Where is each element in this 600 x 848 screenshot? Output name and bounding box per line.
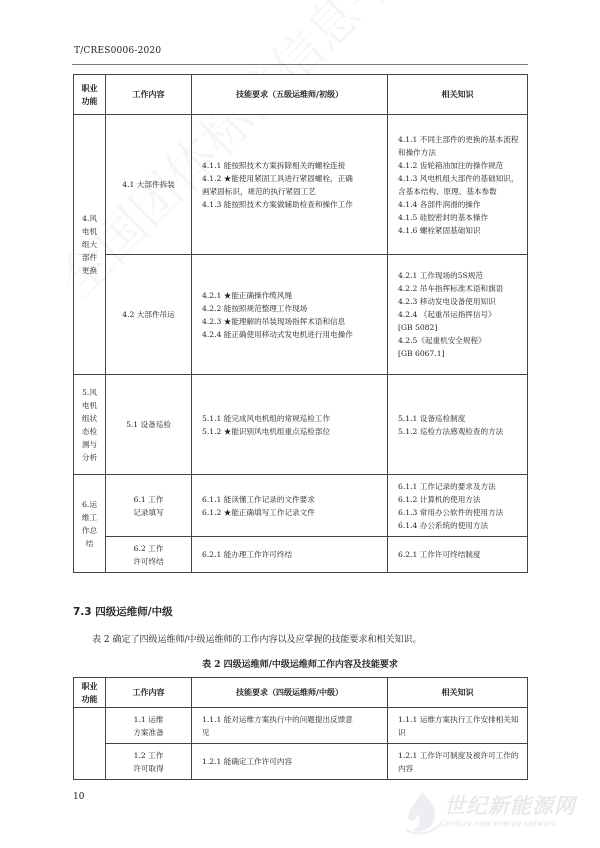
content-cell: 5.1 设备巡检: [106, 375, 192, 475]
skills-cell: 1.1.1 能对运维方案执行中的问题提出反馈意 见: [192, 708, 388, 744]
header-rule: [72, 64, 528, 65]
skills-cell: 1.2.1 能确定工作许可内容: [192, 744, 388, 780]
knowledge-cell: 1.2.1 工作许可制度及被许可工作的 内容: [388, 744, 528, 780]
flame-logo-icon: [400, 790, 444, 836]
knowledge-cell: 1.1.1 运维方案执行工作安排相关知 识: [388, 708, 528, 744]
function-cell: [74, 708, 106, 780]
content-cell: 4.1 大部件拆装: [106, 115, 192, 255]
page-number: 10: [73, 792, 85, 802]
table-1: [73, 74, 528, 573]
knowledge-cell: 6.1.1 工作记录的要求及方法 6.1.2 计算机的使用方法 6.1.3 常用办公软件的使用方法 6.1.4 办公系统的使用方法: [388, 475, 528, 537]
logo-text: 世纪新能源网: [444, 794, 576, 818]
table-2: [73, 677, 528, 780]
content-cell: 6.1 工作 记录填写: [106, 475, 192, 537]
section-title: 7.3 四级运维师/中级: [73, 606, 173, 618]
table-row: [74, 475, 528, 537]
body-paragraph: 表 2 确定了四级运维师/中级运维师的工作内容以及应掌握的技能要求和相关知识。: [92, 635, 422, 645]
content-cell: 4.2 大部件吊运: [106, 255, 192, 375]
table-1-header-row: [74, 75, 528, 115]
table-row: [74, 115, 528, 255]
header-function: 职业 功能: [74, 75, 106, 115]
table-row: [74, 255, 528, 375]
content-cell: 1.1 运维 方案准备: [106, 708, 192, 744]
knowledge-cell: 4.2.1 工作现场的5S规范 4.2.2 吊车指挥标准术语和旗语 4.2.3 移动发电设备使用知识 4.2.4 《起重吊运指挥信号》 [GB 5082] 4.2.5《起重机安全规程》 [GB 6067.1]: [388, 255, 528, 375]
header-content: 工作内容: [106, 678, 192, 708]
skills-cell: 4.2.1 ★能正确操作缆风绳 4.2.2 能按照规范整理工作现场 4.2.3 ★能理解的吊装现场指挥术语和信息 4.2.4 能正确使用移动式发电机进行用电操作: [192, 255, 388, 375]
header-skills: 技能要求（五级运维师/初级）: [192, 75, 388, 115]
content-cell: 6.2 工作 许可终结: [106, 537, 192, 573]
logo-subtitle: Century new energy network: [440, 819, 557, 828]
function-cell: 5.风 电机 组状 态检 测与 分析: [74, 375, 106, 475]
document-code: T/CRES0006-2020: [74, 46, 162, 56]
table-2-header-row: [74, 678, 528, 708]
skills-cell: 6.2.1 能办理工作许可终结: [192, 537, 388, 573]
table-row: [74, 375, 528, 475]
skills-cell: 5.1.1 能完成风电机组的常规巡检工作 5.1.2 ★能识别风电机组重点巡检部位: [192, 375, 388, 475]
header-function: 职业 功能: [74, 678, 106, 708]
header-knowledge: 相关知识: [388, 75, 528, 115]
site-logo: [400, 790, 590, 840]
content-cell: 1.2 工作 许可取得: [106, 744, 192, 780]
skills-cell: 4.1.1 能按照技术方案拆除相关的螺栓连接 4.1.2 ★能使用紧固工具进行紧固螺栓，正确 画紧固标识，规范的执行紧固工艺 4.1.3 能按照技术方案做辅助检查和操作工作: [192, 115, 388, 255]
table-row: [74, 744, 528, 780]
header-skills: 技能要求（四级运维师/中级）: [192, 678, 388, 708]
table-row: [74, 537, 528, 573]
knowledge-cell: 4.1.1 不同主部件的更换的基本流程 和操作方法 4.1.2 齿轮箱油加注的操作规范 4.1.3 风电机组大部件的基础知识， 含基本结构、原理、基本参数 4.1.4 各部件润滑的操作 4.1.5 硅胶密封的基本操作 4.1.6 螺栓紧固基础知识: [388, 115, 528, 255]
header-knowledge: 相关知识: [388, 678, 528, 708]
table-row: [74, 708, 528, 744]
skills-cell: 6.1.1 能读懂工作记录的文件要求 6.1.2 ★能正确填写工作记录文件: [192, 475, 388, 537]
function-cell: 6.运 维工 作总 结: [74, 475, 106, 573]
knowledge-cell: 6.2.1 工作许可终结制度: [388, 537, 528, 573]
function-cell: 4.风 电机 组大 部件 更换: [74, 115, 106, 375]
knowledge-cell: 5.1.1 设备巡检制度 5.1.2 巡检方法感观检查的方法: [388, 375, 528, 475]
header-content: 工作内容: [106, 75, 192, 115]
table-caption: 表 2 四级运维师/中级运维师工作内容及技能要求: [202, 660, 398, 670]
